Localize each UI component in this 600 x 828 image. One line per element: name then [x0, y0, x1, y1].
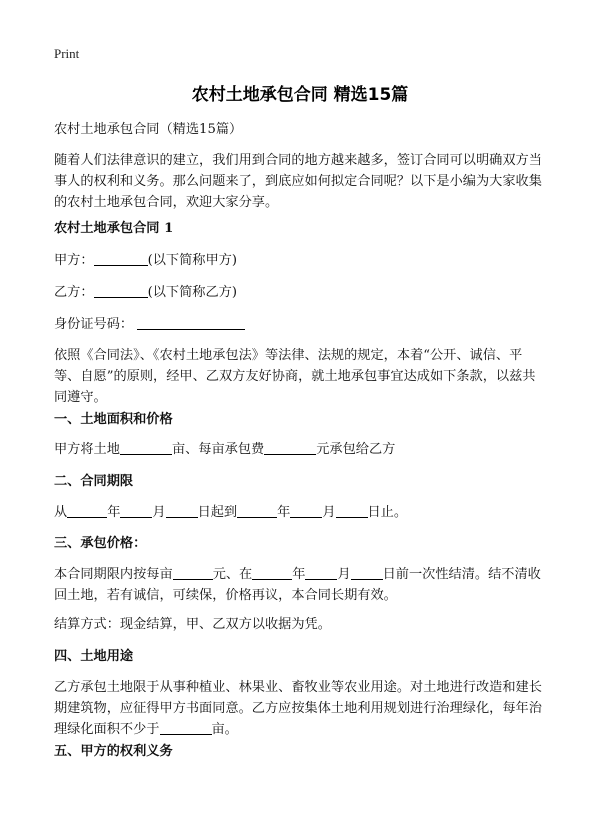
section4-text-1: 乙方承包土地限于从事种植业、林果业、畜牧业等农业用途。对土地进行改造和建长期建筑物，应征得甲方书面同意。乙方应按集体土地利用规划进行治理绿化，每年治理绿化面积不少于 — [54, 680, 542, 737]
pay-month-blank — [305, 565, 337, 580]
party-a-label: 甲方： — [54, 253, 94, 268]
settlement-method: 结算方式：现金结算，甲、乙双方以收据为凭。 — [54, 617, 331, 632]
section2-text-4: 日起到 — [197, 505, 238, 520]
section2-content — [54, 502, 546, 523]
greening-area-blank — [160, 720, 212, 735]
section2-text-3: 月 — [152, 505, 166, 520]
section3-heading: 三、承包价格： — [54, 536, 147, 551]
pay-year-blank — [252, 565, 292, 580]
document-subtitle: 农村土地承包合同（精选15篇） — [54, 122, 243, 137]
end-year-blank — [237, 503, 277, 518]
section2-text-7: 日止。 — [367, 505, 408, 520]
section2-text-6: 月 — [322, 505, 336, 520]
section3-text-3: 年 — [292, 567, 306, 582]
id-number-label: 身份证号码： — [54, 317, 134, 332]
section1-text-2: 亩、每亩承包费 — [171, 442, 265, 457]
section1-text-3: 元承包给乙方 — [316, 442, 396, 457]
section1-text-1: 甲方将土地 — [54, 442, 120, 457]
section2-text-2: 年 — [107, 505, 121, 520]
start-year-blank — [67, 503, 107, 518]
section4-content — [54, 677, 546, 740]
section1-heading: 一、土地面积和价格 — [54, 412, 173, 427]
party-b-suffix: (以下简称乙方) — [147, 285, 237, 300]
party-b-label: 乙方： — [54, 285, 94, 300]
id-number-line — [54, 314, 546, 335]
end-day-blank — [336, 503, 368, 518]
section2-text-1: 从 — [54, 505, 68, 520]
party-a-suffix: (以下简称甲方) — [147, 253, 237, 268]
section3-text-2: 元、在 — [212, 567, 253, 582]
intro-paragraph: 随着人们法律意识的建立，我们用到合同的地方越来越多，签订合同可以明确双方当事人的权利和义务。那么问题来了，到底应如何拟定合同呢？以下是小编为大家收集的农村土地承包合同，欢迎大家分享。 — [54, 153, 542, 210]
section3-text-5: 日前一次性结清。结不清收回土地，若有诚信，可续保，价格再议，本合同长期有效。 — [54, 567, 541, 603]
end-month-blank — [290, 503, 322, 518]
section3-text-4: 月 — [337, 567, 351, 582]
party-b-line — [54, 282, 546, 303]
section5-heading: 五、甲方的权利义务 — [54, 744, 173, 759]
print-link[interactable]: Print — [54, 46, 80, 61]
section3-text-1: 本合同期限内按每亩 — [54, 567, 173, 582]
section1-content — [54, 439, 546, 460]
land-area-blank — [120, 440, 172, 455]
section2-text-5: 年 — [277, 505, 291, 520]
basis-paragraph: 依照《合同法》、《农村土地承包法》等法律、法规的规定，本着“公开、诚信、平等、自愿”的原则，经甲、乙双方友好协商，就土地承包事宜达成如下条款，以兹共同遵守。 — [54, 348, 536, 405]
party-b-blank — [94, 283, 148, 298]
section2-heading: 二、合同期限 — [54, 474, 134, 489]
section3-content — [54, 564, 546, 606]
pay-day-blank — [351, 565, 383, 580]
section4-text-2: 亩。 — [211, 722, 238, 737]
party-a-blank — [94, 251, 148, 266]
id-number-blank — [137, 315, 245, 330]
section4-heading: 四、土地用途 — [54, 649, 134, 664]
price-blank — [173, 565, 213, 580]
party-a-line — [54, 250, 546, 271]
fee-blank — [264, 440, 316, 455]
start-month-blank — [120, 503, 152, 518]
start-day-blank — [166, 503, 198, 518]
document-title: 农村土地承包合同 精选15篇 — [191, 85, 409, 105]
contract-heading: 农村土地承包合同 1 — [54, 221, 174, 236]
